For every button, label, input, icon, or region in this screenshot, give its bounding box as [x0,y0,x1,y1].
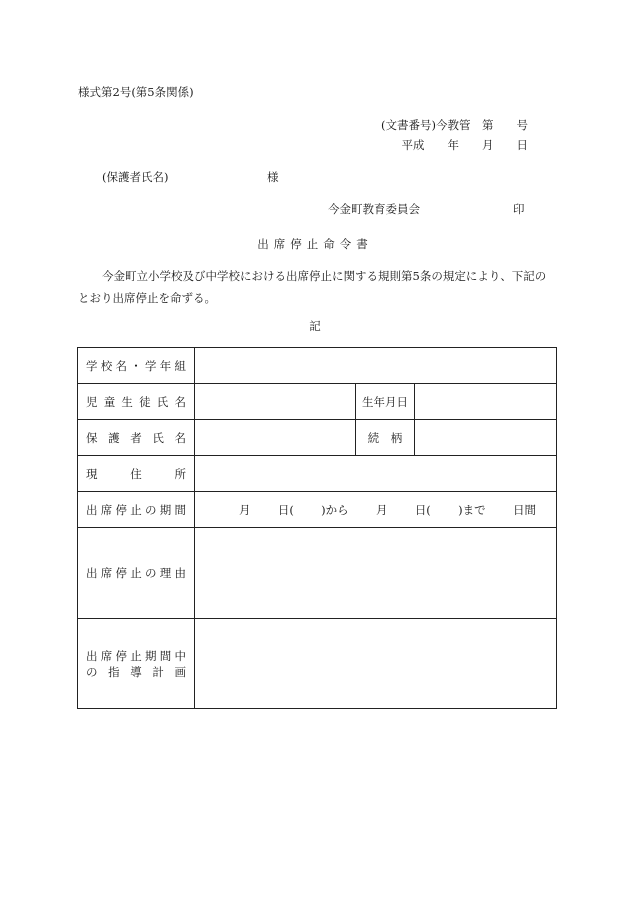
student-name-label: 児童生徒氏名 [78,384,195,420]
birthdate-field[interactable] [415,384,557,420]
guidance-label-line1: 出席停止期間中 [86,648,186,663]
period-label: 出席停止の期間 [78,492,195,528]
school-class-label: 学校名・学年組 [78,348,195,384]
table-row-period [78,492,557,528]
form-number-label: 様式第2号(第5条関係) [78,85,194,99]
table-row-guardian [78,420,557,456]
issuer-name: 今金町教育委員会 [328,202,420,216]
info-table [77,347,557,709]
period-end-month: 月 [375,502,388,517]
document-date-line: 平成 年 月 日 [401,138,528,152]
period-until: )まで [458,502,486,517]
period-start-month: 月 [239,502,251,517]
period-days: 日間 [512,502,536,517]
document-number-line: (文書番号)今教管 第 号 [381,118,528,132]
honorific-sama: 様 [267,170,279,184]
table-row-address [78,456,557,492]
guardian-name-field[interactable] [195,420,356,456]
student-name-field[interactable] [195,384,356,420]
guardian-name-row-label: 保護者氏名 [78,420,195,456]
table-row-school [78,348,557,384]
guidance-label [78,619,195,709]
table-row-student [78,384,557,420]
period-from: )から [321,502,349,517]
guardian-name-label: (保護者氏名) [102,170,169,184]
document-title: 出席停止命令書 [257,237,373,251]
relation-label: 続 柄 [356,420,415,456]
period-end-day: 日( [414,502,431,517]
body-paragraph: 今金町立小学校及び中学校における出席停止に関する規則第5条の規定により、下記のとおり出席停止を命ずる。 [78,269,547,305]
address-label: 現住所 [78,456,195,492]
reason-field[interactable] [195,528,557,619]
guidance-label-line2: の指導計画 [86,664,186,679]
table-row-reason [78,528,557,619]
guidance-field[interactable] [195,619,557,709]
reason-label: 出席停止の理由 [78,528,195,619]
period-template [203,502,548,518]
birthdate-label: 生年月日 [356,384,415,420]
school-class-field[interactable] [195,348,557,384]
relation-field[interactable] [415,420,557,456]
ki-notation: 記 [309,319,321,333]
address-field[interactable] [195,456,557,492]
table-row-guidance [78,619,557,709]
period-start-day: 日( [277,502,294,517]
seal-mark: 印 [513,202,525,216]
period-field[interactable] [195,492,557,528]
